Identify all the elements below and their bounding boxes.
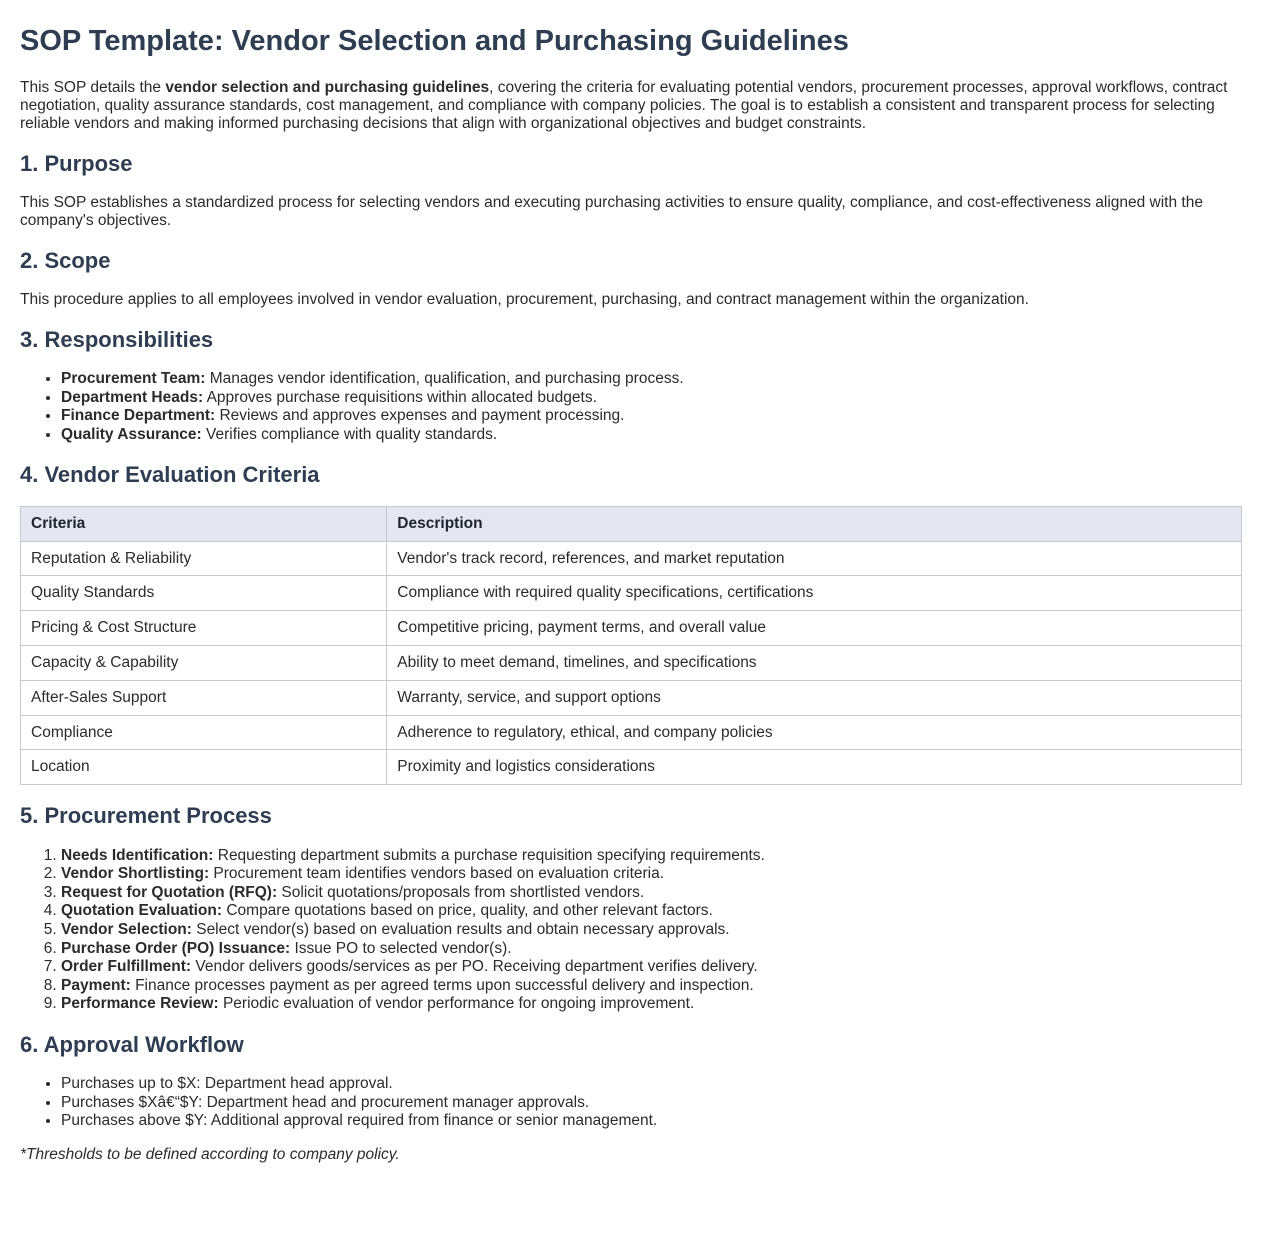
process-step xyxy=(61,884,1242,903)
criteria-cell: Location xyxy=(21,750,387,785)
intro-bold-phrase: vendor selection and purchasing guidelines xyxy=(165,79,490,97)
description-cell: Adherence to regulatory, ethical, and company policies xyxy=(387,715,1242,750)
responsibility-role: Department Heads: xyxy=(61,388,204,406)
process-step-label: Order Fulfillment: xyxy=(61,958,192,976)
process-step xyxy=(61,958,1242,977)
responsibility-text: Approves purchase requisitions within allocated budgets. xyxy=(203,388,597,406)
process-step-text: Requesting department submits a purchase requisition specifying requirements. xyxy=(213,846,765,864)
scope-paragraph: This procedure applies to all employees involved in vendor evaluation, procurement, purchasing, and contract management within the organization. xyxy=(20,291,1029,308)
process-step xyxy=(61,865,1242,884)
responsibility-text: Verifies compliance with quality standards. xyxy=(201,425,498,443)
section-heading-procurement-process: 5. Procurement Process xyxy=(20,803,272,829)
process-step-text: Periodic evaluation of vendor performance for ongoing improvement. xyxy=(218,995,695,1013)
table-header-row xyxy=(21,506,1242,541)
table-row xyxy=(21,541,1242,576)
responsibility-item xyxy=(61,370,1242,389)
approval-item: • Purchases above $Y: Additional approval required from finance or senior management. xyxy=(61,1112,1242,1131)
responsibility-text: Reviews and approves expenses and payment processing. xyxy=(215,407,625,425)
process-step-label: Vendor Shortlisting: xyxy=(61,865,210,883)
thresholds-footnote: *Thresholds to be defined according to company policy. xyxy=(20,1146,400,1163)
procurement-process-list xyxy=(20,847,1242,1014)
responsibility-item xyxy=(61,426,1242,445)
process-step xyxy=(61,902,1242,921)
responsibility-role: Finance Department: xyxy=(61,407,216,425)
section-heading-vendor-evaluation-criteria: 4. Vendor Evaluation Criteria xyxy=(20,462,320,488)
table-row xyxy=(21,680,1242,715)
process-step-text: Select vendor(s) based on evaluation results and obtain necessary approvals. xyxy=(191,920,730,938)
process-step-label: Quotation Evaluation: xyxy=(61,902,223,920)
column-header-criteria: Criteria xyxy=(21,506,387,541)
process-step-text: Finance processes payment as per agreed terms upon successful delivery and inspection. xyxy=(130,976,754,994)
description-cell: Warranty, service, and support options xyxy=(387,680,1242,715)
process-step-text: Compare quotations based on price, quality, and other relevant factors. xyxy=(222,902,713,920)
table-row xyxy=(21,715,1242,750)
intro-prefix: This SOP details the xyxy=(20,79,166,97)
process-step-label: Vendor Selection: xyxy=(61,920,192,938)
intro-paragraph xyxy=(20,79,1242,132)
responsibility-item xyxy=(61,407,1242,426)
process-step-text: Solicit quotations/proposals from shortlisted vendors. xyxy=(277,883,645,901)
process-step-label: Purchase Order (PO) Issuance: xyxy=(61,939,291,957)
process-step-label: Payment: xyxy=(61,976,131,994)
approval-item: • Purchases $Xâ€“$Y: Department head and procurement manager approvals. xyxy=(61,1094,1242,1113)
vendor-criteria-table xyxy=(20,506,1242,786)
description-cell: Ability to meet demand, timelines, and specifications xyxy=(387,646,1242,681)
responsibility-item xyxy=(61,389,1242,408)
process-step-text: Procurement team identifies vendors based on evaluation criteria. xyxy=(209,865,665,883)
criteria-cell: Capacity & Capability xyxy=(21,646,387,681)
section-heading-purpose: 1. Purpose xyxy=(20,150,133,176)
responsibility-role: Quality Assurance: xyxy=(61,425,202,443)
page-title: SOP Template: Vendor Selection and Purchasing Guidelines xyxy=(20,25,849,57)
criteria-cell: Pricing & Cost Structure xyxy=(21,611,387,646)
table-row xyxy=(21,750,1242,785)
process-step-label: Request for Quotation (RFQ): xyxy=(61,883,278,901)
process-step xyxy=(61,847,1242,866)
criteria-cell: After-Sales Support xyxy=(21,680,387,715)
table-row xyxy=(21,576,1242,611)
column-header-description: Description xyxy=(387,506,1242,541)
criteria-cell: Reputation & Reliability xyxy=(21,541,387,576)
section-heading-scope: 2. Scope xyxy=(20,247,111,273)
criteria-cell: Compliance xyxy=(21,715,387,750)
description-cell: Proximity and logistics considerations xyxy=(387,750,1242,785)
responsibility-role: Procurement Team: xyxy=(61,370,206,388)
approval-item: • Purchases up to $X: Department head approval. xyxy=(61,1075,1242,1094)
description-cell: Vendor's track record, references, and market reputation xyxy=(387,541,1242,576)
table-row xyxy=(21,646,1242,681)
process-step xyxy=(61,995,1242,1014)
approval-workflow-list xyxy=(20,1075,1242,1131)
purpose-paragraph: This SOP establishes a standardized process for selecting vendors and executing purchasing activities to ensure quality, compliance, and cost-effectiveness aligned with the company's objectives. xyxy=(20,194,1203,229)
process-step xyxy=(61,977,1242,996)
process-step-text: Vendor delivers goods/services as per PO. Receiving department verifies delivery. xyxy=(191,958,758,976)
process-step xyxy=(61,940,1242,959)
process-step-text: Issue PO to selected vendor(s). xyxy=(290,939,512,957)
process-step-label: Needs Identification: xyxy=(61,846,214,864)
process-step-label: Performance Review: xyxy=(61,995,219,1013)
intro-suffix: , covering the criteria for evaluating potential vendors, procurement processes, approval workflows, contract negotiation, quality assurance standards, cost management, and compliance with company policies. The goal is to establish a consistent and transparent process for selecting reliable vendors and making informed purchasing decisions that align with organizational objectives and budget constraints. xyxy=(20,79,1228,132)
section-heading-responsibilities: 3. Responsibilities xyxy=(20,326,214,352)
responsibility-text: Manages vendor identification, qualification, and purchasing process. xyxy=(205,370,684,388)
section-heading-approval-workflow: 6. Approval Workflow xyxy=(20,1031,244,1057)
table-row xyxy=(21,611,1242,646)
criteria-cell: Quality Standards xyxy=(21,576,387,611)
description-cell: Competitive pricing, payment terms, and overall value xyxy=(387,611,1242,646)
process-step xyxy=(61,921,1242,940)
description-cell: Compliance with required quality specifications, certifications xyxy=(387,576,1242,611)
responsibilities-list xyxy=(20,370,1242,444)
